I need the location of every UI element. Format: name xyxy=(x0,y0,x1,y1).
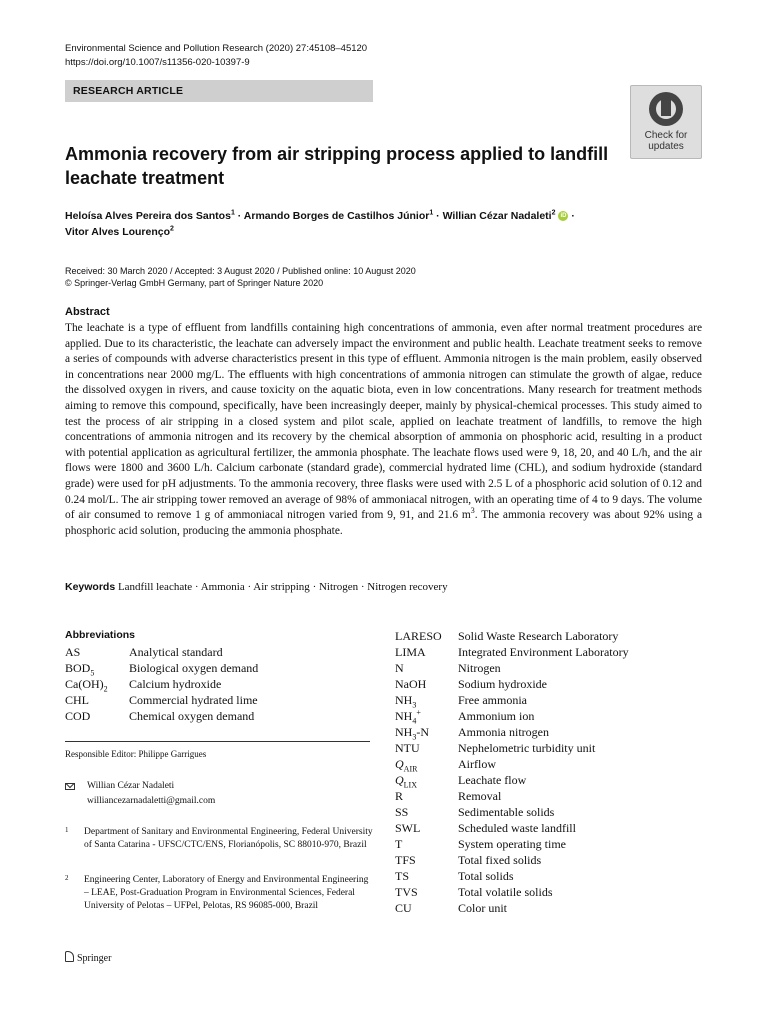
affiliation-text: Engineering Center, Laboratory of Energy and Environmental Engineering – LEAE, Post-Graduation Program in Environmental Sciences, Federal University of Pelotas – UFPel, Pelotas, RS 96085-000, Brazil xyxy=(84,875,369,911)
abbreviation-term xyxy=(65,708,90,724)
abbreviation-term xyxy=(395,884,418,900)
abbreviation-definition: Free ammonia xyxy=(458,693,527,707)
author-affiliation: 1 xyxy=(230,209,235,217)
abbreviation-term xyxy=(395,708,421,724)
abbreviation-term xyxy=(395,644,426,660)
abbreviation-row xyxy=(65,644,365,660)
publication-dates xyxy=(65,265,416,289)
abbreviation-definition: Integrated Environment Laboratory xyxy=(458,645,629,659)
journal-citation: Environmental Science and Pollution Research (2020) 27:45108–45120 xyxy=(65,43,368,54)
abbreviation-superscript: + xyxy=(416,708,421,717)
publisher-logo xyxy=(65,951,111,964)
abbreviation-term-base: TFS xyxy=(395,853,416,867)
abbreviation-term-base: NaOH xyxy=(395,677,427,691)
keyword[interactable]: Landfill leachate xyxy=(117,581,193,593)
abbreviation-definition: Nephelometric turbidity unit xyxy=(458,741,596,755)
abbreviation-term xyxy=(65,676,108,692)
abbreviation-row xyxy=(395,724,715,740)
abbreviation-term-base: CHL xyxy=(65,693,89,707)
abbreviation-term-base: NH xyxy=(395,709,413,723)
abbreviation-term-base: TVS xyxy=(395,885,418,899)
abbreviation-definition: Commercial hydrated lime xyxy=(129,693,258,707)
abbreviation-subscript: 5 xyxy=(90,668,95,678)
abbreviation-term-base: COD xyxy=(65,709,91,723)
abbreviation-row xyxy=(395,740,715,756)
abbreviation-row xyxy=(395,820,715,836)
badge-line2: updates xyxy=(648,141,684,152)
springer-horse-icon xyxy=(65,951,74,962)
abbreviation-row xyxy=(395,900,715,916)
doi-link[interactable]: https://doi.org/10.1007/s11356-020-10397-9 xyxy=(65,57,250,68)
abbreviation-term-base: SS xyxy=(395,805,409,819)
abbreviation-row xyxy=(395,628,715,644)
abbreviation-row xyxy=(395,852,715,868)
keywords-label: Keywords xyxy=(65,581,116,593)
abbreviation-row xyxy=(395,756,715,772)
abbreviations-list-right xyxy=(395,628,715,916)
abbreviation-row xyxy=(395,660,715,676)
history-dates: Received: 30 March 2020 / Accepted: 3 August 2020 / Published online: 10 August 2020 xyxy=(65,266,416,276)
abbreviation-term xyxy=(395,660,404,676)
abbreviation-definition: Color unit xyxy=(458,901,508,915)
abbreviation-definition: Total solids xyxy=(458,869,514,883)
abbreviation-term-base: Q xyxy=(395,757,404,771)
abbreviation-term xyxy=(395,820,420,836)
keyword[interactable]: Nitrogen xyxy=(318,581,359,593)
keyword[interactable]: Nitrogen recovery xyxy=(367,581,448,593)
abbreviation-term-base: NH xyxy=(395,693,413,707)
affiliation xyxy=(65,874,374,913)
abbreviation-row xyxy=(395,676,715,692)
abbreviation-row xyxy=(65,660,365,676)
abbreviation-term-base: R xyxy=(395,789,404,803)
abbreviation-row xyxy=(395,788,715,804)
abbreviation-definition: Analytical standard xyxy=(129,645,223,659)
abbreviation-definition: Solid Waste Research Laboratory xyxy=(458,629,619,643)
abbreviation-term xyxy=(395,756,417,772)
affiliation-number: 2 xyxy=(65,874,69,882)
abbreviation-term xyxy=(395,724,429,740)
affiliation-text: Department of Sanitary and Environmental Engineering, Federal University of Santa Catarina - UFSC/CTC/ENS, Florianópolis, SC 88010-970, Brazil xyxy=(84,827,373,850)
affiliation-number: 1 xyxy=(65,826,69,834)
abbreviation-subscript: AIR xyxy=(403,764,418,774)
abbreviation-definition: Total volatile solids xyxy=(458,885,553,899)
copyright-line: © Springer-Verlag GmbH Germany, part of Springer Nature 2020 xyxy=(65,278,324,288)
abbreviation-term xyxy=(395,692,416,708)
abbreviation-term xyxy=(395,852,416,868)
keyword[interactable]: Air stripping xyxy=(253,581,310,593)
abbreviation-term xyxy=(395,868,409,884)
correspondence-name: Willian Cézar Nadaleti xyxy=(87,781,175,791)
abbreviation-row xyxy=(65,692,365,708)
abbreviation-row xyxy=(395,868,715,884)
abbreviation-term xyxy=(65,692,89,708)
abbreviation-definition: Leachate flow xyxy=(458,773,527,787)
abbreviation-subscript: LIX xyxy=(403,780,417,790)
abbreviation-term-base: LIMA xyxy=(395,645,426,659)
abbreviation-definition: Total fixed solids xyxy=(458,853,542,867)
abbreviation-definition: Removal xyxy=(458,789,502,803)
abbreviation-subscript: 3 xyxy=(412,732,417,742)
author-affiliation: 2 xyxy=(551,209,556,217)
publisher-name: Springer xyxy=(77,953,112,964)
abbreviation-term-base: TS xyxy=(395,869,410,883)
abbreviation-row xyxy=(395,804,715,820)
abbreviation-term xyxy=(395,772,417,788)
abbreviation-term xyxy=(395,740,420,756)
author-affiliation: 1 xyxy=(429,209,434,217)
abbreviation-definition: System operating time xyxy=(458,837,566,851)
abbreviation-term-tail: -N xyxy=(416,725,430,739)
abbreviation-definition: Chemical oxygen demand xyxy=(129,709,255,723)
correspondence xyxy=(65,779,215,809)
badge-line1: Check for xyxy=(644,130,688,141)
author-name[interactable]: Armando Borges de Castilhos Júnior xyxy=(243,210,430,222)
abbreviation-row xyxy=(395,692,715,708)
abbreviation-row xyxy=(395,836,715,852)
journal-header xyxy=(65,42,367,70)
abbreviation-row xyxy=(65,708,365,724)
abbreviation-definition: Calcium hydroxide xyxy=(129,677,222,691)
abbreviation-term xyxy=(395,788,403,804)
abbreviation-term-base: T xyxy=(395,837,403,851)
abbreviation-term-base: SWL xyxy=(395,821,421,835)
footnote-divider xyxy=(65,741,370,742)
abstract-superscript: 3 xyxy=(470,506,475,516)
abbreviation-term-base: Q xyxy=(395,773,404,787)
abbreviation-definition: Sedimentable solids xyxy=(458,805,555,819)
abbreviation-term-base: NH xyxy=(395,725,413,739)
mail-icon xyxy=(65,783,75,790)
abbreviation-definition: Sodium hydroxide xyxy=(458,677,547,691)
bookmark-icon xyxy=(661,98,671,116)
abbreviation-term xyxy=(395,676,426,692)
article-title: Ammonia recovery from air stripping process applied to landfill leachate treatment xyxy=(65,144,609,188)
abbreviation-term-base: AS xyxy=(65,645,81,659)
orcid-icon[interactable]: iD xyxy=(560,213,567,220)
keywords-line: Keywords Landfill leachate · Ammonia · Air stripping · Nitrogen · Nitrogen recovery xyxy=(65,581,448,593)
abbreviations-heading: Abbreviations xyxy=(65,629,136,641)
abbreviation-term-base: Ca(OH) xyxy=(65,677,104,691)
abstract-heading: Abstract xyxy=(65,306,110,318)
abbreviation-term xyxy=(395,804,408,820)
abbreviation-term-base: N xyxy=(395,661,404,675)
abbreviation-definition: Scheduled waste landfill xyxy=(458,821,576,835)
author-name[interactable]: Vitor Alves Lourenço xyxy=(65,226,171,238)
abbreviations-list-left xyxy=(65,644,365,724)
abstract-body xyxy=(65,321,702,539)
affiliation xyxy=(65,826,374,852)
abbreviation-term xyxy=(395,900,412,916)
abbreviation-row xyxy=(395,772,715,788)
responsible-editor: Responsible Editor: Philippe Garrigues xyxy=(65,749,207,759)
author-name[interactable]: Heloísa Alves Pereira dos Santos xyxy=(65,210,231,222)
abbreviation-term xyxy=(65,660,94,676)
abbreviation-row xyxy=(395,708,715,724)
abbreviation-row xyxy=(395,644,715,660)
abbreviation-definition: Airflow xyxy=(458,757,496,771)
abbreviation-definition: Nitrogen xyxy=(458,661,501,675)
abbreviation-row xyxy=(65,676,365,692)
correspondence-email[interactable]: williancezarnadaletti@gmail.com xyxy=(87,796,216,806)
abbreviation-subscript: 4 xyxy=(412,716,417,726)
author-name[interactable]: Willian Cézar Nadaleti xyxy=(442,210,552,222)
abstract-text-end: . The ammonia recovery was about 92% using a phosphoric acid solution, producing the ammonia phosphate. xyxy=(65,509,702,537)
abbreviation-subscript: 3 xyxy=(412,700,417,710)
check-for-updates-badge[interactable] xyxy=(630,85,702,159)
abbreviation-term-base: BOD xyxy=(65,661,91,675)
abbreviation-row xyxy=(395,884,715,900)
abbreviation-term xyxy=(395,836,402,852)
abbreviation-subscript: 2 xyxy=(103,684,108,694)
article-type-band: RESEARCH ARTICLE xyxy=(65,80,373,102)
author-affiliation: 2 xyxy=(170,225,174,233)
abstract-text: The leachate is a type of effluent from landfills containing high concentrations of ammonia, even after normal treatment procedures are applied. Due to its characteristic, the leachate can adversely impact the environment and public health. Leachate treatment seeks to remove a series of compounds with adverse characteristics present in this type of effluent. Ammonia nitrogen is the main problem, easily observed in concentrations near 2000 mg/L. The effluents with high concentrations of ammonia nitrogen can stimulate the growth of algae, reduce the dissolved oxygen in rivers, and cause toxicity on the aquatic biota, even in low concentrations. Many research for treatment methods aiming to remove this compound, specifically, have been increasingly deeper, mainly by physical-chemical processes. This study aimed to test the process of air stripping in a closed system and pilot scale, applied on leachate treatment of landfills, to remove the high concentrations of ammonia nitrogen and its recovery by the chemical absorption of ammonia on phosphoric acid, resulting in a product with potential application as agricultural fertilizer, the ammonia phosphate. The leachate flows used were 9, 18, 20, and 40 L/h, and the air flows were 1800 and 3600 L/h. Calcium carbonate (standard grade), commercial hydrated lime (CHL), and sodium hydroxide (standard grade) were used for pH adjustments. To the ammonia recovery, three flasks were used with 2.5 L of a phosphoric acid solution of 0.12 and 0.24 mol/L. The air stripping tower removed an average of 98% of ammoniacal nitrogen, with an operating time of 4 to 9 days. The volume of air consumed to remove 1 g of ammoniacal nitrogen varied from 9, 91, and 21.6 m xyxy=(65,322,702,522)
author-list: Heloísa Alves Pereira dos Santos$^1$ · Armando Borges de Castilhos Júnior$^1$ · Willian Cézar Nadaleti$^2$ iD · Vitor Alves Lourenço$^2$ xyxy=(65,209,575,238)
abbreviation-term xyxy=(395,628,442,644)
abbreviation-definition: Ammonium ion xyxy=(458,709,535,723)
abbreviation-term-base: NTU xyxy=(395,741,420,755)
abbreviation-term xyxy=(65,644,80,660)
keyword[interactable]: Ammonia xyxy=(200,581,245,593)
abbreviation-term-base: LARESO xyxy=(395,629,442,643)
abbreviation-definition: Biological oxygen demand xyxy=(129,661,259,675)
abbreviation-term-base: CU xyxy=(395,901,412,915)
badge-text xyxy=(631,130,701,152)
abbreviation-definition: Ammonia nitrogen xyxy=(458,725,549,739)
